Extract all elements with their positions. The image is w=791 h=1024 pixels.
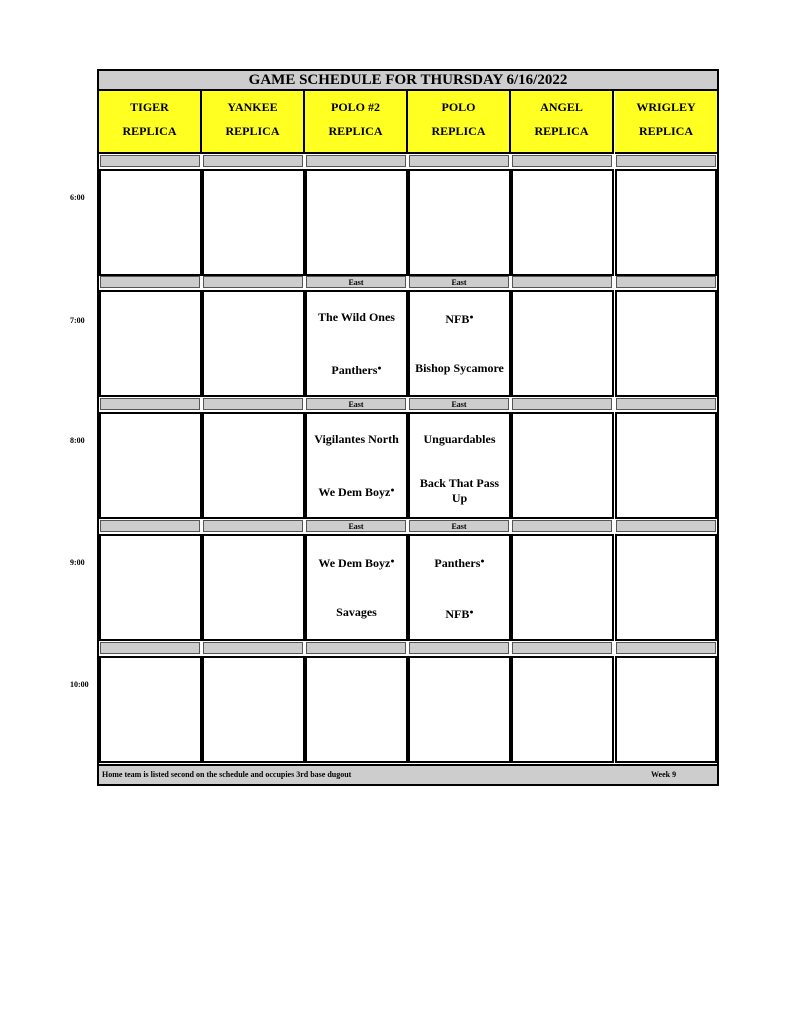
team-name <box>309 361 404 378</box>
field-name: ANGEL <box>540 100 583 114</box>
game-cell <box>408 169 511 276</box>
week-label: Week 9 <box>651 770 677 779</box>
team-name <box>412 605 507 622</box>
game-cell <box>615 412 717 519</box>
field-subtitle: REPLICA <box>431 124 486 138</box>
field-name: WRIGLEY <box>636 100 696 114</box>
time-label: 10:00 <box>70 680 89 689</box>
marker-icon: ● <box>469 608 474 616</box>
team-name-text: Back That Pass Up <box>419 476 500 505</box>
game-cell <box>99 290 202 397</box>
team-name-text: Savages <box>336 605 377 619</box>
division-strip <box>203 398 303 410</box>
marker-icon: ● <box>377 364 382 372</box>
division-strip <box>512 642 612 654</box>
division-strip <box>306 155 406 167</box>
field-subtitle: REPLICA <box>122 124 177 138</box>
field-subtitle: REPLICA <box>225 124 280 138</box>
division-strip: East <box>409 520 509 532</box>
field-header <box>99 91 202 154</box>
game-cell <box>305 656 408 763</box>
time-label: 7:00 <box>70 316 85 325</box>
division-strip <box>100 155 200 167</box>
field-name: POLO #2 <box>330 100 380 114</box>
game-cell <box>202 412 305 519</box>
team-name-text: Bishop Sycamore <box>415 361 504 375</box>
team-name <box>309 483 404 500</box>
time-label: 6:00 <box>70 193 85 202</box>
game-cell <box>202 290 305 397</box>
game-cell <box>511 656 614 763</box>
game-cell <box>511 534 614 641</box>
division-strip: East <box>409 276 509 288</box>
division-strip <box>512 276 612 288</box>
game-cell <box>99 656 202 763</box>
game-cell <box>305 290 408 397</box>
field-name: POLO <box>441 100 476 114</box>
game-cell <box>511 169 614 276</box>
division-strip <box>512 398 612 410</box>
team-name <box>412 554 507 571</box>
division-strip <box>100 642 200 654</box>
team-name <box>309 554 404 571</box>
team-name <box>412 432 507 447</box>
field-header <box>408 91 511 154</box>
game-cell <box>615 534 717 641</box>
team-name <box>412 361 507 376</box>
game-cell <box>511 290 614 397</box>
division-strip <box>100 520 200 532</box>
division-strip <box>616 155 716 167</box>
division-strip <box>203 276 303 288</box>
field-subtitle: REPLICA <box>534 124 589 138</box>
game-cell <box>202 656 305 763</box>
game-cell <box>99 534 202 641</box>
game-cell <box>408 290 511 397</box>
team-name <box>309 605 404 620</box>
marker-icon: ● <box>480 557 485 565</box>
division-strip <box>409 642 509 654</box>
team-name-text: Vigilantes North <box>314 432 399 446</box>
team-name-text: Unguardables <box>423 432 496 446</box>
game-cell <box>202 534 305 641</box>
game-cell <box>408 656 511 763</box>
game-cell <box>99 169 202 276</box>
field-header <box>305 91 408 154</box>
team-name <box>412 310 507 327</box>
game-cell <box>511 412 614 519</box>
home-team-note: Home team is listed second on the schedule and occupies 3rd base dugout <box>102 770 352 779</box>
division-strip <box>100 276 200 288</box>
game-cell <box>305 169 408 276</box>
field-header <box>202 91 305 154</box>
team-name-text: We Dem Boyz <box>318 556 391 570</box>
marker-icon: ● <box>390 486 395 494</box>
division-strip <box>616 276 716 288</box>
team-name <box>309 432 404 447</box>
game-cell <box>99 412 202 519</box>
marker-icon: ● <box>390 557 395 565</box>
division-strip <box>616 520 716 532</box>
team-name-text: Panthers <box>434 556 481 570</box>
team-name-text: NFB <box>445 607 470 621</box>
division-strip: East <box>306 398 406 410</box>
game-cell <box>615 290 717 397</box>
field-subtitle: REPLICA <box>328 124 383 138</box>
division-strip <box>203 155 303 167</box>
field-subtitle: REPLICA <box>638 124 693 138</box>
game-cell <box>305 412 408 519</box>
team-name <box>412 476 507 506</box>
game-cell <box>615 656 717 763</box>
game-cell <box>305 534 408 641</box>
time-label: 8:00 <box>70 436 85 445</box>
team-name-text: Panthers <box>331 363 378 377</box>
division-strip <box>203 642 303 654</box>
division-strip: East <box>306 276 406 288</box>
division-strip <box>616 398 716 410</box>
time-label: 9:00 <box>70 558 85 567</box>
division-strip: East <box>409 398 509 410</box>
division-strip <box>306 642 406 654</box>
game-cell <box>615 169 717 276</box>
schedule-footer <box>99 764 717 784</box>
division-strip <box>512 520 612 532</box>
field-header <box>615 91 717 154</box>
division-strip: East <box>306 520 406 532</box>
marker-icon: ● <box>469 313 474 321</box>
division-strip <box>203 520 303 532</box>
division-strip <box>512 155 612 167</box>
team-name <box>309 310 404 325</box>
game-cell <box>408 534 511 641</box>
field-header <box>511 91 614 154</box>
division-strip <box>409 155 509 167</box>
schedule-title: GAME SCHEDULE FOR THURSDAY 6/16/2022 <box>99 71 717 91</box>
division-strip <box>100 398 200 410</box>
field-name: TIGER <box>130 100 169 114</box>
game-cell <box>202 169 305 276</box>
field-name: YANKEE <box>227 100 278 114</box>
team-name-text: NFB <box>445 312 470 326</box>
division-strip <box>616 642 716 654</box>
team-name-text: The Wild Ones <box>318 310 395 324</box>
team-name-text: We Dem Boyz <box>318 485 391 499</box>
